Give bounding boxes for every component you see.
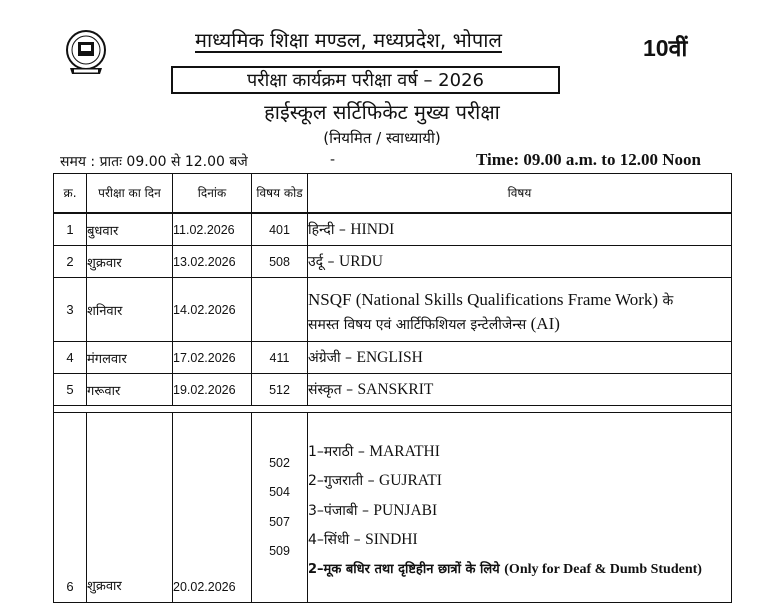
header-subject: विषय [308, 174, 732, 213]
row-codes [252, 413, 308, 603]
row-date: 11.02.2026 [173, 214, 252, 246]
header-date: दिनांक [173, 174, 252, 213]
row-sn: 1 [54, 214, 87, 246]
table-row [54, 246, 732, 278]
subject-item: 4–सिंधी – SINDHI [308, 531, 418, 548]
subject-item: 3–पंजाबी – PUNJABI [308, 501, 438, 519]
row-date: 19.02.2026 [173, 374, 252, 406]
row-subjects [308, 413, 732, 603]
row-sn: 5 [54, 374, 87, 406]
row-sn: 2 [54, 246, 87, 278]
row-sn: 3 [54, 278, 87, 342]
code-item: 502 [269, 455, 290, 470]
row-subject: अंग्रेजी – ENGLISH [308, 342, 732, 374]
programme-title: परीक्षा कार्यक्रम परीक्षा वर्ष – 2026 [247, 70, 484, 91]
exam-type: (नियमित / स्वाध्यायी) [323, 129, 441, 147]
header-day: परीक्षा का दिन [87, 174, 173, 213]
row-code [252, 278, 308, 342]
class-tag: 10वीं [643, 35, 688, 61]
table-row [54, 278, 732, 342]
row-code: 512 [252, 374, 308, 406]
row-day: गरूवार [87, 374, 173, 406]
row-day: बुधवार [87, 214, 173, 246]
table-row [54, 374, 732, 406]
row-day: मंगलवार [87, 342, 173, 374]
table-header-row [54, 174, 732, 213]
code-item: 507 [269, 514, 290, 529]
row-date: 20.02.2026 [173, 413, 252, 603]
row-sn: 6 [54, 413, 87, 603]
row-date: 13.02.2026 [173, 246, 252, 278]
row-subject: NSQF (National Skills Qualifications Frame Work) के समस्त विषय एवं आर्टिफिशियल इन्टेलीजेन्स (AI) [308, 278, 732, 342]
table-row [54, 413, 732, 603]
row-date: 14.02.2026 [173, 278, 252, 342]
time-english: Time: 09.00 a.m. to 12.00 Noon [476, 150, 701, 169]
row-date: 17.02.2026 [173, 342, 252, 374]
subject-item: 1–मराठी – MARATHI [308, 442, 440, 460]
row-sn: 4 [54, 342, 87, 374]
board-emblem-logo [62, 28, 110, 76]
time-dash: - [330, 152, 336, 168]
code-item: 504 [269, 485, 290, 499]
board-name: माध्यमिक शिक्षा मण्डल, मध्यप्रदेश, भोपाल [195, 28, 502, 52]
row-subject: हिन्दी – HINDI [308, 214, 732, 246]
row-day: शुक्रवार [87, 413, 173, 603]
row-day: शुक्रवार [87, 246, 173, 278]
row-day: शनिवार [87, 278, 173, 342]
subject-item: 2–गुजराती – GUJRATI [308, 472, 442, 489]
row-subject: संस्कृत – SANSKRIT [308, 374, 732, 406]
time-hindi: समय : प्रातः 09.00 से 12.00 बजे [60, 154, 248, 170]
row-code: 411 [252, 342, 308, 374]
schedule-table [53, 173, 732, 603]
table-row [54, 214, 732, 246]
header-sn: क्र. [54, 174, 87, 213]
code-item: 509 [269, 544, 290, 558]
special-note: 2–मूक बधिर तथा दृष्टिहीन छात्रों के लिये (Only for Deaf & Dumb Student) [308, 561, 702, 577]
row-code: 508 [252, 246, 308, 278]
row-code: 401 [252, 214, 308, 246]
row-subject: उर्दू – URDU [308, 246, 732, 278]
table-row [54, 342, 732, 374]
header-code: विषय कोड [252, 174, 308, 213]
programme-box [171, 66, 560, 94]
exam-title: हाईस्कूल सर्टिफिकेट मुख्य परीक्षा [264, 100, 500, 124]
